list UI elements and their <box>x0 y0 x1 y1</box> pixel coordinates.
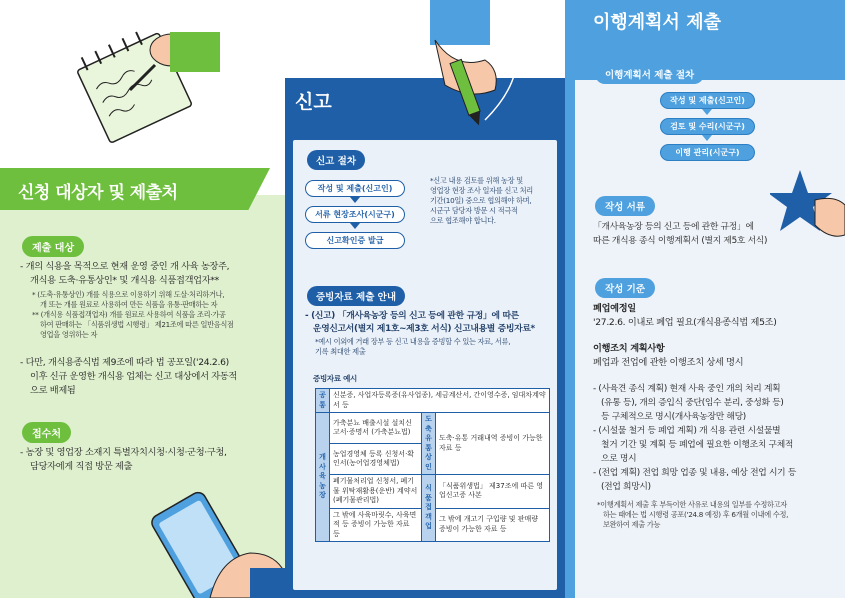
column-plan <box>565 0 845 598</box>
flow-arrow-icon <box>350 197 360 203</box>
left-stripe <box>565 0 575 598</box>
target-label: 제출 대상 <box>22 236 84 257</box>
table-cell: 그 밖에 개고기 구입량 및 판매량 증빙이 가능한 자료 등 <box>436 508 550 542</box>
flow-step-3: 이행 관리(시군구) <box>660 144 755 161</box>
column-report <box>285 0 565 598</box>
flow-step-3: 신고확인증 발급 <box>305 232 405 249</box>
flow-arrow-icon <box>702 135 712 141</box>
table-cell: 가축분뇨 배출시설 설치신고서·증명서 (가축분뇨법) <box>330 413 422 444</box>
column-applicants <box>0 0 285 598</box>
table-cell: 폐기물처리업 신청서, 폐기물 위탁재활용(운반) 계약서(폐기물관리법) <box>330 475 422 509</box>
evidence-label: 증빙자료 제출 안내 <box>307 286 405 306</box>
row-head-dealer: 도축유통상인 <box>422 413 436 475</box>
flow-step-1: 작성 및 제출(신고인) <box>660 92 755 109</box>
proc-label: 이행계획서 제출 절차 <box>595 64 704 84</box>
flow-step-1: 작성 및 제출(신고인) <box>305 180 405 197</box>
row-head-common: 공통 <box>316 389 330 413</box>
flow-arrow-icon <box>350 223 360 229</box>
evidence-text: - (신고) 「개사육농장 등의 신고 등에 관한 규정」에 따른 운영신고서(별지 제1호~제3호 서식) 신고내용별 증빙자료* <box>305 311 535 334</box>
proc-label: 신고 절차 <box>307 150 365 170</box>
plan-note: *이행계획서 제출 후 부득이한 사유로 내용의 일부를 수정하고자 하는 때에는 법 시행령 공포('24.8 예정) 후 6개월 이내에 수정, 보완하여 제출 가능 <box>597 500 789 529</box>
target-notes: * (도축·유통상인) 개를 식용으로 이용하기 위해 도살·처리하거나, 개 또는 개를 원료로 사용하여 만든 식품을 유통·판매하는 자 ** (개식용 식품접객업자) 개를 원료로 사용하여 식품을 조리·가공 하여 판매하는 「식품위생법 시행령」 제21조에 따른 일반음식점 영업을 영위하는 자 <box>32 290 234 339</box>
pen-hand-illustration <box>425 0 565 150</box>
row-head-food: 식품접객업 <box>422 475 436 542</box>
office-label: 접수처 <box>22 422 71 443</box>
section-title: 신청 대상자 및 제출처 <box>18 183 178 203</box>
evidence-note: *예시 이외에 거래 장부 등 신고 내용을 증빙할 수 있는 자료, 서류, 기록 최대한 제출 <box>315 337 511 356</box>
table-cell: 농업경영체 등록 신청서·확인서(농어업경영체법) <box>330 444 422 475</box>
flow-step-2: 서류 현장조사(시군구) <box>305 206 405 223</box>
flow-step-2: 검토 및 수리(시군구) <box>660 118 755 135</box>
row-head-farm: 개사육농장 <box>316 413 330 542</box>
flow-arrow-icon <box>702 109 712 115</box>
criteria-label: 작성 기준 <box>595 278 655 298</box>
evidence-table <box>315 388 550 542</box>
target-text: - 개의 식용을 목적으로 현재 운영 중인 개 사육 농장주, 개식용 도축·유통상인* 및 개식용 식품접객업자** <box>20 261 230 286</box>
section-title: 이행계획서 제출 <box>593 12 721 33</box>
close-text: '27.2.6. 이내로 폐업 필요(개식용종식법 제5조) <box>593 317 777 328</box>
section-title: 신고 <box>295 91 332 113</box>
example-label: 증빙자료 예시 <box>313 374 357 383</box>
action-title: 이행조치 계획사항 <box>593 343 665 354</box>
table-cell: 그 밖에 사육마릿수, 사육면적 등 증빙이 가능한 자료 등 <box>330 508 422 542</box>
table-row <box>316 413 550 444</box>
action-items: - (사육견 종식 계획) 현재 사육 중인 개의 처리 계획 (유통 등), 개의 증입식 중단(임수 분리, 중성화 등) 등 구체적으로 명시(개사육농장만 해당) - (시설물 철거 등 폐업 계획) 개 식용 관련 시설물별 철거 기간 및 계획 등 폐업에 필요한 이행조치 구체적 으로 명시 - (전업 계획) 전업 희망 업종 및 내용, 예상 전업 시기 등 (전업 희망시) <box>593 384 797 492</box>
table-cell: 「식품위생법」 제37조에 따른 영업신고증 사본 <box>436 475 550 509</box>
proc-note: *신고 내용 검토를 위해 농장 및 영업장 현장 조사 일자를 신고 처리 기간(10일) 중으로 협의해야 하며, 시군구 담당자 방문 시 적극적 으로 협조해야 합니다. <box>430 176 533 225</box>
close-title: 폐업예정일 <box>593 303 636 314</box>
exclusion-text: - 다만, 개식용종식법 제9조에 따라 법 공포일('24.2.6) 이후 신규 운영한 개식용 업체는 신고 대상에서 자동적 으로 배제됨 <box>20 357 237 396</box>
table-row <box>316 475 550 509</box>
form-label: 작성 서류 <box>595 196 655 216</box>
office-text: - 농장 및 영업장 소재지 특별자치시청·시청·군청·구청, 담당자에게 직접 방문 제출 <box>20 447 227 472</box>
table-cell: 신분증, 사업자등록증(유사업종), 세금계산서, 간이영수증, 임대차계약서 등 <box>330 389 550 413</box>
action-text: 폐업과 전업에 관한 이행조치 상세 명시 <box>593 357 744 368</box>
table-row <box>316 389 550 413</box>
writing-hand-illustration <box>60 10 220 160</box>
table-cell: 도축·유통 거래내역 증빙이 가능한 자료 등 <box>436 413 550 475</box>
form-text: 「개사육농장 등의 신고 등에 관한 규정」에 따른 개식용 종식 이행계획서 (별지 제5호 서식) <box>593 222 768 246</box>
phone-hand-illustration <box>140 478 285 598</box>
